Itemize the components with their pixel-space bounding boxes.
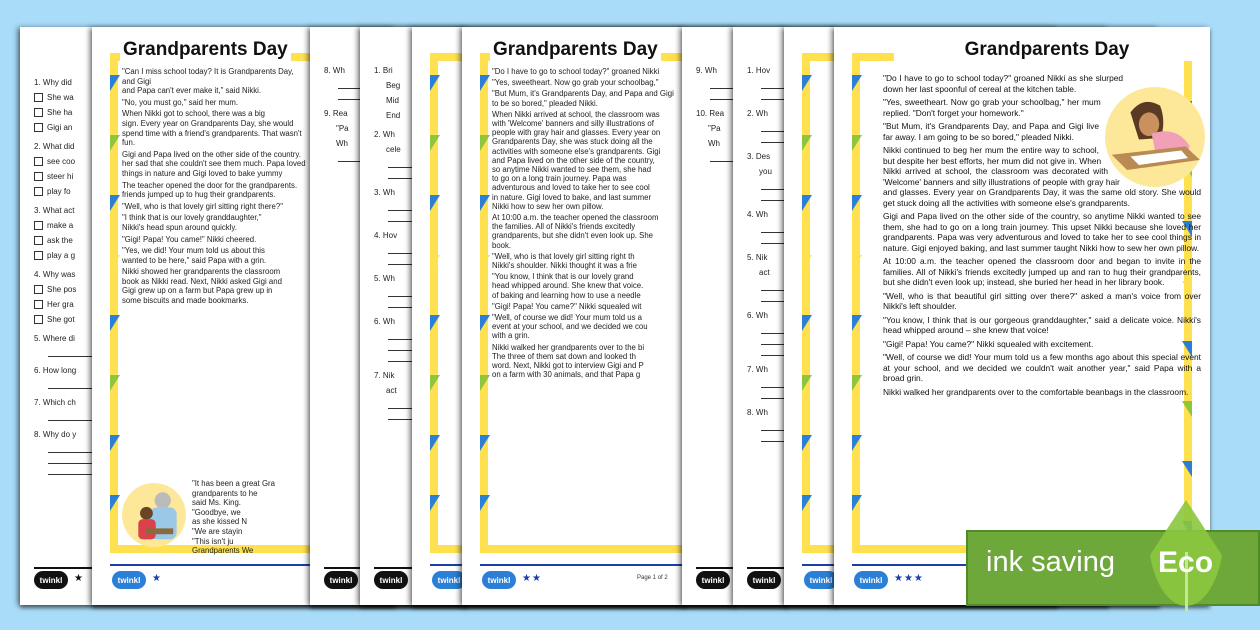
story-line: "Well, who is that lovely girl sitting right there?" (122, 201, 283, 211)
story-line: with 'Welcome' banners and silly illustrations of (492, 119, 654, 129)
checkbox[interactable] (34, 221, 43, 230)
story-line: to be so bored," pleaded Nikki. (492, 98, 598, 108)
bunting-flag (110, 255, 120, 271)
story-text (883, 73, 1201, 400)
story-line: spend time with a friend's grandparents. That wasn't (122, 128, 302, 138)
question-subtext: Wh (708, 139, 720, 148)
twinkl-logo: twinkl (482, 571, 516, 589)
story-line: Gigi and Papa lived on the other side of the country. (122, 149, 301, 159)
bunting-flag (480, 435, 490, 451)
bunting-flag (852, 135, 862, 151)
story-text (492, 67, 678, 380)
question-text: 5. Nik (747, 253, 768, 262)
story-line: Nikki's head spun around quickly. (122, 222, 237, 232)
checkbox[interactable] (34, 157, 43, 166)
story-line: At 10:00 a.m. the teacher opened the classroom (492, 213, 659, 223)
question-text: 1. Hov (747, 66, 771, 75)
bunting-flag (430, 435, 440, 451)
checkbox[interactable] (34, 236, 43, 245)
twinkl-logo: twinkl (374, 571, 408, 589)
bunting-flag (802, 255, 812, 271)
checkbox[interactable] (34, 123, 43, 132)
question-text: 1. Why did (34, 78, 72, 87)
question-subtext: Beg (386, 81, 401, 90)
story-paragraph: Nikki walked her grandparents over to the comfortable beanbags in the classroom. (883, 386, 1189, 397)
story-paragraph: "You know, I think that is our gorgeous granddaughter," said a delicate voice. Nikki's head whipped around – she knew that voice! (883, 314, 1201, 335)
bunting-flag (480, 315, 490, 331)
story-text (122, 67, 308, 306)
question-text: 2. Wh (374, 130, 395, 139)
option-text: play a g (47, 251, 76, 260)
story-paragraph: Gigi and Papa lived on the other side of the country, so anytime Nikki wanted to see them, she had to go on a long train journey. This upset Nikki because she loved her grandparents. Papa was very adventurous and loved to take her to see cool things in nature. Gigi enjoyed baking, and last summer taught Nikki how to sew her own pillow. (883, 211, 1201, 253)
twinkl-logo: twinkl (854, 571, 888, 589)
bunting-flag (852, 195, 862, 211)
story-line: "I think that is our lovely granddaughter," (122, 213, 262, 223)
bunting-flag (430, 375, 440, 391)
story-line: Grandparents We (192, 546, 254, 556)
bunting-flag (802, 135, 812, 151)
twinkl-logo: twinkl (696, 571, 730, 589)
story-line: said Ms. King. (192, 498, 241, 508)
question-text: 7. Which ch (34, 398, 76, 407)
twinkl-logo: twinkl (804, 571, 838, 589)
story-paragraph: "Well, of course we did! Your mum told us a few months ago about this special event at your school, and we decided we couldn't wait another year," said Papa with a broad grin. (883, 352, 1201, 383)
question-text: 4. Why was (34, 270, 76, 279)
twinkl-logo: twinkl (112, 571, 146, 589)
story-line: Nikki how to sew her own pillow. (492, 201, 604, 211)
question-subtext: End (386, 111, 401, 120)
bunting-flag (852, 435, 862, 451)
bunting-flag (480, 75, 490, 91)
question-text: 6. How long (34, 366, 77, 375)
bunting-flag (1182, 461, 1192, 477)
story-paragraph: "Gigi! Papa! You came?" Nikki squealed with excitement. (883, 338, 1094, 349)
story-line: sign. Every year on Grandparents Day, she would (122, 118, 294, 128)
difficulty-stars: ★★ (522, 573, 542, 584)
bunting-flag (1182, 401, 1192, 417)
story-line: book as Nikki read. Next, Nikki asked Gigi and (122, 276, 282, 286)
story-paragraph: Nikki continued to beg her mum the entire way to school, but despite her best efforts, her mum did not give in. When Nikki arrived at school, the classroom was decorated with 'Welcome' banners and silly illustrations of people with gray hair and glasses. Every year on Grandparents Day, it was the same old story. She would get stuck doing all the activities with someone else's grandparents. (883, 145, 1201, 208)
story-line: "Yes, sweetheart. Now go grab your schoolbag," (492, 78, 659, 88)
question-text: 5. Where di (34, 334, 75, 343)
story-line: grandparents to he (192, 488, 258, 498)
question-text: 8. Wh (324, 66, 345, 75)
story-line: When Nikki arrived at school, the classroom was (492, 109, 660, 119)
page-title: Grandparents Day (490, 39, 661, 61)
story-line: and Papa lived on the other side of the country, (492, 155, 655, 165)
twinkl-logo: twinkl (34, 571, 68, 589)
option-text: steer hi (47, 172, 74, 181)
bunting-flag (110, 435, 120, 451)
question-subtext: "Pa (708, 124, 721, 133)
bunting-flag (852, 255, 862, 271)
story-line: "Can I miss school today? It is Grandparents Day, and Gigi (122, 67, 294, 86)
eco-label: Eco (1158, 546, 1214, 579)
story-line: with a grin. (492, 331, 530, 341)
option-text: She ha (47, 108, 73, 117)
bunting-flag (802, 435, 812, 451)
question-text: 9. Rea (324, 109, 348, 118)
story-line: friends jumped up to hug their grandparents. (122, 190, 276, 200)
option-text: see coo (47, 157, 76, 166)
question-text: 3. Des (747, 152, 771, 161)
question-subtext: act (759, 268, 770, 277)
story-line: "Well, of course we did! Your mum told us a (492, 313, 642, 323)
option-text: Her gra (47, 300, 74, 309)
story-line: fun. (122, 138, 136, 148)
question-text: 6. Wh (747, 311, 768, 320)
story-line: some biscuits and made bookmarks. (122, 296, 249, 306)
bunting-flag (430, 315, 440, 331)
story-paragraph: "But Mum, it's Grandparents Day, and Papa and Gigi live far away. I am going to be so bored," pleaded Nikki. (883, 121, 1099, 142)
illustration-grandpa-reading (122, 483, 186, 547)
bunting-flag (110, 195, 120, 211)
story-line: on a farm with 30 animals, and that Papa g (492, 370, 641, 380)
option-text: play fo (47, 187, 71, 196)
option-text: She wa (47, 93, 74, 102)
twinkl-logo: twinkl (432, 571, 466, 589)
bunting-flag (110, 495, 120, 511)
checkbox[interactable] (34, 251, 43, 260)
checkbox[interactable] (34, 172, 43, 181)
bunting-flag (110, 75, 120, 91)
difficulty-stars: ★ (152, 573, 162, 584)
page-title: Grandparents Day (894, 39, 1200, 61)
story-line: "You know, I think that is our lovely grand (492, 272, 634, 282)
bunting-flag (430, 135, 440, 151)
story-line: "Yes, we did! Your mum told us about this (122, 246, 265, 256)
bunting-flag (852, 75, 862, 91)
story-line: Nikki walked her grandparents over to the bi (492, 342, 645, 352)
story-line: "We are stayin (192, 526, 243, 536)
question-text: 4. Wh (747, 210, 768, 219)
checkbox[interactable] (34, 315, 43, 324)
story-line: "It has been a great Gra (192, 479, 275, 488)
bunting-flag (430, 495, 440, 511)
story-line: things in nature and Gigi loved to bake yummy (122, 168, 283, 178)
bunting-flag (802, 195, 812, 211)
option-text: Gigi an (47, 123, 73, 132)
question-text: 2. Wh (747, 109, 768, 118)
story-paragraph: "Yes, sweetheart. Now go grab your schoolbag," her mum replied. "Don't forget your homework." (883, 97, 1101, 118)
story-line: as she kissed N (192, 517, 248, 527)
checkbox[interactable] (34, 108, 43, 117)
story-line: of baking and learning how to use a needle (492, 290, 641, 300)
story-line: "But Mum, it's Grandparents Day, and Papa and Gigi (492, 89, 674, 99)
story-line: in nature. Gigi loved to bake, and last summer (492, 192, 652, 202)
story-line: The teacher opened the door for the grandparents. (122, 180, 298, 190)
option-text: She got (47, 315, 75, 324)
question-subtext: Wh (336, 139, 348, 148)
option-text: make a (47, 221, 74, 230)
bunting-flag (480, 195, 490, 211)
story-line: to go on a long train journey. Papa was (492, 174, 627, 184)
question-text: 3. What act (34, 206, 75, 215)
bunting-flag (480, 375, 490, 391)
difficulty-stars: ★★★ (894, 573, 924, 584)
bunting-flag (852, 495, 862, 511)
question-text: 9. Wh (696, 66, 717, 75)
bunting-flag (430, 255, 440, 271)
story-line: the families. All of Nikki's friends excitedly (492, 222, 636, 232)
ink-saving-label: ink saving (986, 546, 1115, 578)
question-text: 8. Why do y (34, 430, 77, 439)
story-line: "No, you must go," said her mum. (122, 97, 239, 107)
girl-writing-illustration (1105, 87, 1205, 187)
story-line: "Gigi! Papa! You came?" Nikki squealed wit (492, 301, 642, 311)
question-text: 4. Hov (374, 231, 398, 240)
story-paragraph: "Do I have to go to school today?" groaned Nikki as she slurped down her last spoonful of cereal at the kitchen table. (883, 73, 1124, 94)
bunting-flag (802, 315, 812, 331)
question-text: 10. Rea (696, 109, 725, 118)
story-line: Nikki's shoulder. Nikki thought it was a frie (492, 261, 637, 271)
story-line: "Gigi! Papa! You came!" Nikki cheered. (122, 234, 257, 244)
bunting-flag (110, 375, 120, 391)
story-line: "Do I have to go to school today?" groaned Nikki (492, 67, 660, 76)
story-paragraph: "Well, who is that beautiful girl sitting over there?" asked a man's voice from over Nikki's left shoulder. (883, 290, 1201, 311)
story-line: so anytime Nikki wanted to see them, she had (492, 165, 652, 175)
story-line: The three of them sat down and looked th (492, 351, 636, 361)
story-line: "Well, who is that lovely girl sitting right th (492, 251, 635, 261)
question-text: 7. Wh (747, 365, 768, 374)
story-line: adventurous and loved to take her to see cool (492, 183, 650, 193)
story-line: head whipped around. She knew that voice. (492, 281, 644, 291)
twinkl-logo: twinkl (324, 571, 358, 589)
question-text: 1. Bri (374, 66, 393, 75)
bunting-flag (480, 135, 490, 151)
bunting-flag (110, 135, 120, 151)
question-text: 7. Nik (374, 371, 395, 380)
checkbox[interactable] (34, 285, 43, 294)
bunting-flag (480, 255, 490, 271)
story-paragraph: At 10:00 a.m. the teacher opened the classroom door and began to invite in the families. All of Nikki's friends excitedly jumped up and ran to hug their grandparents, but she didn't even look up; instead, she buried her head in her library book. (883, 256, 1201, 287)
question-text: 6. Wh (374, 317, 395, 326)
bunting-flag (802, 75, 812, 91)
bunting-flag (430, 195, 440, 211)
question-subtext: you (759, 167, 772, 176)
story-line: and Papa can't ever make it," said Nikki. (122, 86, 262, 96)
bunting-flag (110, 315, 120, 331)
story-line: "Goodbye, we (192, 507, 241, 517)
story-line: wanted to be here," said Papa with a grin. (122, 255, 267, 265)
checkbox[interactable] (34, 300, 43, 309)
story-line: When Nikki got to school, there was a big (122, 109, 266, 119)
question-text: 3. Wh (374, 188, 395, 197)
story-line: grandparents, but she didn't even look up. She (492, 231, 654, 241)
story-line: event at your school, and we decided we cou (492, 322, 648, 332)
story-line: word. Next, Nikki got to interview Gigi and P (492, 361, 644, 371)
front-worksheet-page (834, 27, 1210, 605)
bunting-flag (802, 495, 812, 511)
story-line: Gigi grew up on a farm but Papa grew up in (122, 286, 273, 296)
story-line: book. (492, 240, 512, 250)
twinkl-logo: twinkl (747, 571, 781, 589)
caption-text (192, 479, 308, 556)
question-subtext: cele (386, 145, 401, 154)
question-text: 8. Wh (747, 408, 768, 417)
story-line: Nikki showed her grandparents the classroom (122, 267, 281, 277)
question-subtext: "Pa (336, 124, 349, 133)
option-text: She pos (47, 285, 77, 294)
difficulty-stars: ★ (74, 573, 84, 584)
question-text: 2. What did (34, 142, 75, 151)
checkbox[interactable] (34, 187, 43, 196)
page-title: Grandparents Day (120, 39, 291, 61)
question-text: 5. Wh (374, 274, 395, 283)
bunting-flag (802, 375, 812, 391)
story-line: activities with someone else's grandparents. Gigi (492, 146, 661, 156)
bunting-flag (852, 315, 862, 331)
story-line: people with gray hair and glasses. Every year on (492, 128, 661, 138)
page-number: Page 1 of 2 (637, 575, 668, 581)
bunting-flag (852, 375, 862, 391)
bunting-flag (430, 75, 440, 91)
story-line: her sad that she couldn't see them much. Papa loved (122, 159, 306, 169)
story-line: Grandparents Day, she was stuck doing all the (492, 137, 653, 147)
checkbox[interactable] (34, 93, 43, 102)
story-line: "This isn't ju (192, 536, 234, 546)
bunting-flag (480, 495, 490, 511)
question-subtext: Mid (386, 96, 399, 105)
question-subtext: act (386, 386, 397, 395)
option-text: ask the (47, 236, 73, 245)
